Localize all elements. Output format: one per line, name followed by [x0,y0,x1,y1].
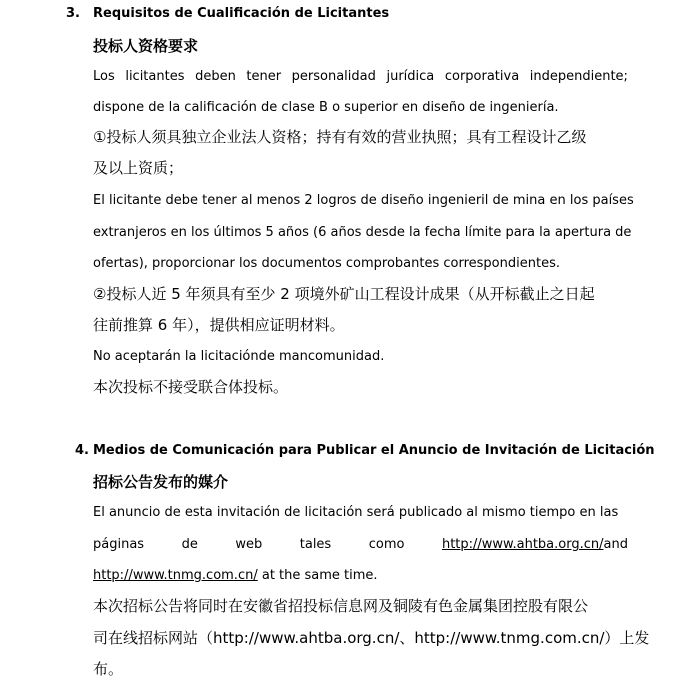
section-3-para-3: No aceptarán la licitaciónde mancomunidad. [93,349,385,364]
section-3-title: Requisitos de Cualificación de Licitantes [93,6,390,21]
section-4-zh-para-1-line-3: 布。 [93,660,124,678]
word: de [181,537,198,552]
section-4-number: 4. [75,443,89,458]
word: independiente; [529,69,628,84]
section-4-para-1-line-2 [93,536,628,554]
word: Los [93,69,115,84]
word: personalidad [291,69,376,84]
word: páginas [93,537,145,552]
section-4-zh-para-1-line-2: 司在线招标网站（http://www.ahtba.org.cn/、http://www.tnmg.com.cn/）上发 [93,629,650,647]
section-4-zh-para-1-line-1: 本次招标公告将同时在安徽省招投标信息网及铜陵有色金属集团控股有限公 [93,597,589,615]
section-4-title: Medios de Comunicación para Publicar el Anuncio de Invitación de Licitación [93,443,655,458]
word: licitantes [125,69,185,84]
line-suffix: at the same time. [257,568,378,583]
section-3-zh-para-3: 本次投标不接受联合体投标。 [93,378,289,396]
word: corporativa [444,69,520,84]
word: tales [299,537,332,552]
section-3-zh-para-2-line-1: ②投标人近 5 年须具有至少 2 项境外矿山工程设计成果（从开标截止之日起 [93,285,595,303]
section-3-para-2-line-3: ofertas), proporcionar los documentos comprobantes correspondientes. [93,256,560,271]
word: web [235,537,263,552]
section-3-para-2-line-2: extranjeros en los últimos 5 años (6 años desde la fecha límite para la apertura de [93,225,632,240]
section-3-zh-para-1-line-1: ①投标人须具独立企业法人资格；持有有效的营业执照；具有工程设计乙级 [93,128,587,146]
section-3-para-1-line-2: dispone de la calificación de clase B o superior en diseño de ingeniería. [93,100,559,115]
word: tener [246,69,282,84]
section-3-number: 3. [66,6,80,21]
section-4-zh-title: 招标公告发布的媒介 [93,473,229,491]
link-group [442,536,628,554]
word: deben [195,69,236,84]
section-4-para-1-line-3 [93,567,628,585]
link-suffix: and [603,537,628,552]
section-3-zh-title: 投标人资格要求 [93,37,199,55]
section-3-zh-para-1-line-2: 及以上资质； [93,159,184,177]
link-ahtba[interactable]: http://www.ahtba.org.cn/ [441,537,604,552]
section-4-para-1-line-1: El anuncio de esta invitación de licitación será publicado al mismo tiempo en las [93,505,619,520]
word: como [368,537,405,552]
link-tnmg[interactable]: http://www.tnmg.com.cn/ [93,568,258,583]
word: jurídica [386,69,435,84]
section-3-zh-para-2-line-2: 往前推算 6 年），提供相应证明材料。 [93,316,345,334]
section-3-para-1-line-1 [93,68,628,86]
section-3-para-2-line-1: El licitante debe tener al menos 2 logros de diseño ingenieril de mina en los países [93,193,634,208]
